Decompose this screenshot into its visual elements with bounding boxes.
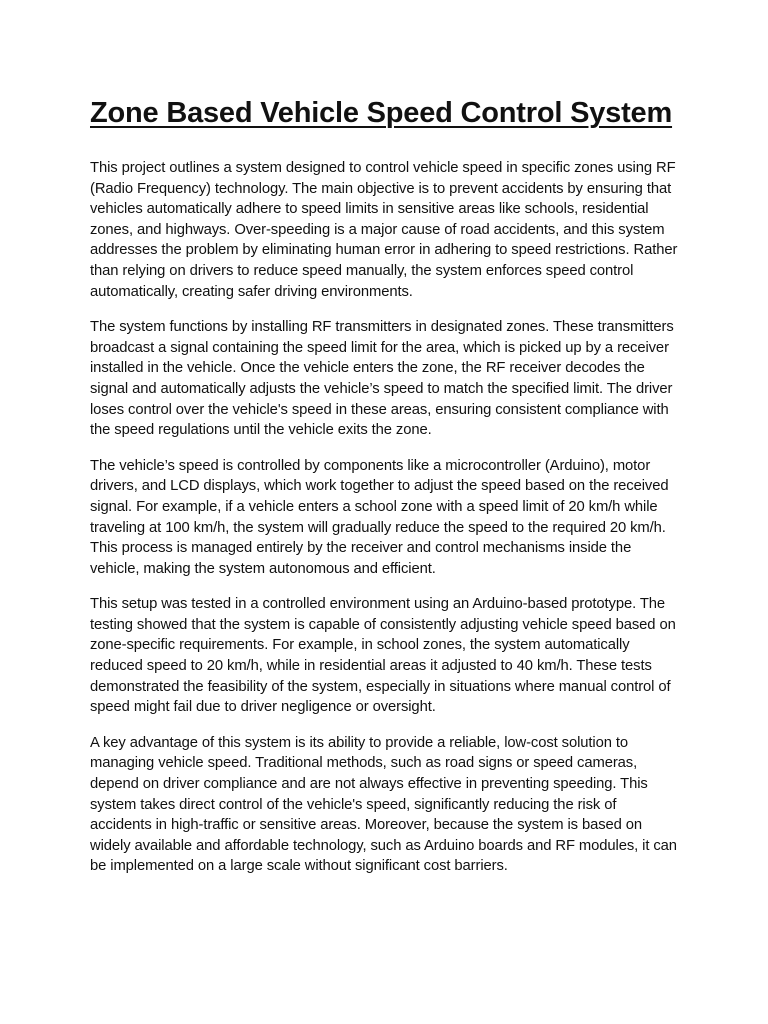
paragraph-5: A key advantage of this system is its ability to provide a reliable, low-cost solution to managing vehicle speed. Traditional methods, such as road signs or speed cameras, depend on driver compliance and are not always effective in preventing speeding. This system takes direct control of the vehicle's speed, significantly reducing the risk of accidents in high-traffic or sensitive areas. Moreover, because the system is based on widely available and affordable technology, such as Arduino boards and RF modules, it can be implemented on a large scale without significant cost barriers. bbox=[90, 734, 677, 875]
paragraph-2: The system functions by installing RF transmitters in designated zones. These transmitters broadcast a signal containing the speed limit for the area, which is picked up by a receiver installed in the vehicle. Once the vehicle enters the zone, the RF receiver decodes the signal and automatically adjusts the vehicle’s speed to match the specified limit. The driver loses control over the vehicle's speed in these areas, ensuring consistent compliance with the speed regulations until the vehicle exits the zone. bbox=[90, 319, 674, 439]
document-title: Zone Based Vehicle Speed Control System bbox=[90, 97, 673, 129]
paragraph-1: This project outlines a system designed to control vehicle speed in specific zones using RF (Radio Frequency) technology. The main objective is to prevent accidents by ensuring that vehicles automatically adhere to speed limits in sensitive areas like schools, residential zones, and highways. Over-speeding is a major cause of road accidents, and this system addresses the problem by eliminating human error in adhering to speed restrictions. Rather than relying on drivers to reduce speed manually, the system enforces speed control automatically, creating safer driving environments. bbox=[90, 160, 678, 300]
document-page bbox=[90, 92, 680, 892]
paragraph-4: This setup was tested in a controlled environment using an Arduino-based prototype. The testing showed that the system is capable of consistently adjusting vehicle speed based on zone-specific requirements. For example, in school zones, the system automatically reduced speed to 20 km/h, while in residential areas it adjusted to 40 km/h. These tests demonstrated the feasibility of the system, especially in situations where manual control of speed might fail due to driver negligence or oversight. bbox=[90, 596, 676, 716]
paragraph-3: The vehicle’s speed is controlled by components like a microcontroller (Arduino), motor drivers, and LCD displays, which work together to adjust the speed based on the received signal. For example, if a vehicle enters a school zone with a speed limit of 20 km/h while traveling at 100 km/h, the system will gradually reduce the speed to the required 20 km/h. This process is managed entirely by the receiver and control mechanisms inside the vehicle, making the system autonomous and efficient. bbox=[90, 457, 669, 577]
